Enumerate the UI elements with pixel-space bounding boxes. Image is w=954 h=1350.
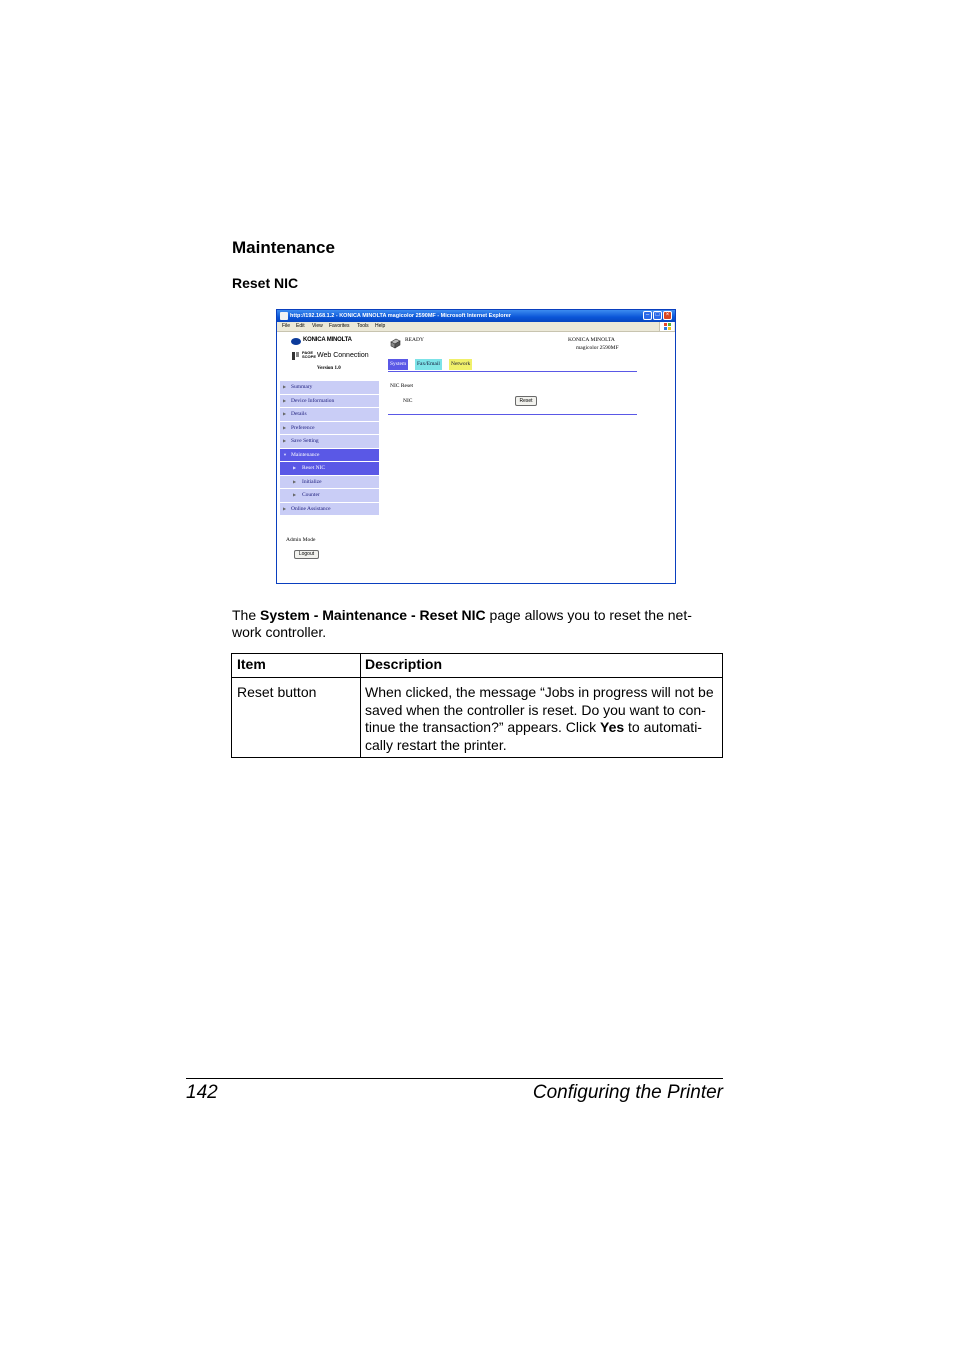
sidebar-item-save-setting[interactable]: ▶ Save Setting	[280, 435, 379, 448]
maximize-icon[interactable]: □	[653, 311, 662, 320]
sidebar-item-initialize[interactable]: ▶ Initialize	[280, 476, 379, 489]
table-header-row	[232, 654, 723, 678]
header-description: Description	[361, 654, 723, 678]
triangle-right-icon: ▶	[293, 492, 297, 497]
pagescope-icon	[292, 352, 300, 360]
menu-help[interactable]: Help	[375, 323, 386, 329]
konica-minolta-logo-icon	[291, 338, 301, 345]
web-connection-label: Web Connection	[317, 352, 369, 359]
panel-title: NIC Reset	[390, 383, 414, 389]
sidebar-item-reset-nic[interactable]: ▶ Reset NIC	[280, 462, 379, 475]
para-bold-path: System - Maintenance - Reset NIC	[260, 607, 486, 623]
ie-icon	[280, 312, 288, 320]
brand-name: KONICA MINOLTA	[303, 337, 352, 343]
triangle-right-icon: ▶	[283, 384, 287, 389]
logout-button[interactable]: Logout	[294, 550, 319, 559]
printer-icon	[389, 337, 401, 349]
desc-text: When clicked, the message “Jobs in progress will not be	[365, 684, 714, 700]
nic-label: NIC	[403, 398, 413, 404]
sidebar-item-preference[interactable]: ▶ Preference	[280, 422, 379, 435]
menu-tools[interactable]: Tools	[357, 323, 369, 329]
triangle-right-icon: ▶	[283, 505, 287, 511]
desc-text: saved when the controller is reset. Do you want to con-	[365, 701, 706, 718]
reset-button[interactable]: Reset	[515, 396, 537, 406]
sidebar-item-summary[interactable]: ▶ Summary	[280, 381, 379, 394]
triangle-right-icon: ▶	[293, 465, 297, 470]
table-row	[232, 678, 723, 758]
desc-bold-yes: Yes	[600, 719, 625, 735]
window-title: http://192.168.1.2 - KONICA MINOLTA magicolor 2590MF - Microsoft Internet Explorer	[290, 313, 511, 319]
sidebar-item-device-information[interactable]: ▶ Device Information	[280, 395, 379, 408]
browser-screenshot	[276, 309, 676, 584]
tab-fax-email[interactable]: Fax/Email	[415, 359, 442, 370]
desc-text: cally restart the printer.	[365, 736, 507, 753]
footer-rule	[186, 1078, 723, 1079]
menu-file[interactable]: File	[282, 323, 291, 329]
page-number: 142	[186, 1082, 218, 1103]
pagescope-label: PAGE SCOPE	[302, 350, 317, 359]
model-brand: KONICA MINOLTA	[568, 337, 615, 343]
items-table	[231, 653, 723, 758]
para-text: The	[232, 607, 261, 623]
chapter-title: Configuring the Printer	[532, 1082, 723, 1103]
admin-mode-label: Admin Mode	[286, 537, 316, 543]
header-item: Item	[232, 654, 361, 678]
menu-view[interactable]: View	[312, 323, 323, 329]
sidebar-item-maintenance[interactable]: ▼ Maintenance	[280, 449, 379, 462]
panel-divider	[388, 414, 637, 415]
tab-system[interactable]: System	[388, 359, 408, 370]
section-title: Maintenance	[232, 238, 335, 257]
version-label: Version 1.0	[317, 366, 341, 371]
sidebar-item-details[interactable]: ▶ Details	[280, 408, 379, 421]
menu-favorites[interactable]: Favorites	[329, 323, 350, 329]
desc-text: to automati-	[624, 719, 702, 735]
cell-item: Reset button	[232, 678, 361, 758]
minimize-icon[interactable]: –	[643, 311, 652, 320]
triangle-right-icon: ▶	[283, 411, 287, 416]
triangle-right-icon: ▶	[283, 397, 287, 403]
close-icon[interactable]: ×	[663, 311, 672, 320]
tab-divider	[388, 371, 637, 372]
desc-text: tinue the transaction?” appears. Click	[365, 719, 601, 735]
para-text: work controller.	[232, 624, 327, 640]
description-paragraph	[232, 607, 722, 641]
para-text: page allows you to reset the net-	[485, 607, 692, 623]
cell-description	[361, 678, 723, 758]
window-titlebar	[277, 310, 675, 322]
printer-status: READY	[405, 337, 424, 343]
sidebar-nav	[280, 381, 379, 516]
menu-edit[interactable]: Edit	[296, 323, 305, 329]
triangle-right-icon: ▶	[293, 478, 297, 484]
menu-bar	[277, 322, 675, 332]
tab-network[interactable]: Network	[449, 359, 472, 370]
triangle-right-icon: ▶	[283, 424, 287, 430]
windows-logo-icon	[659, 322, 674, 331]
subsection-title: Reset NIC	[232, 275, 299, 291]
triangle-right-icon: ▶	[283, 438, 287, 443]
sidebar-item-online-assistance[interactable]: ▶ Online Assistance	[280, 503, 379, 516]
triangle-down-icon: ▼	[283, 451, 287, 457]
sidebar-item-counter[interactable]: ▶ Counter	[280, 489, 379, 502]
model-name: magicolor 2590MF	[576, 345, 619, 351]
